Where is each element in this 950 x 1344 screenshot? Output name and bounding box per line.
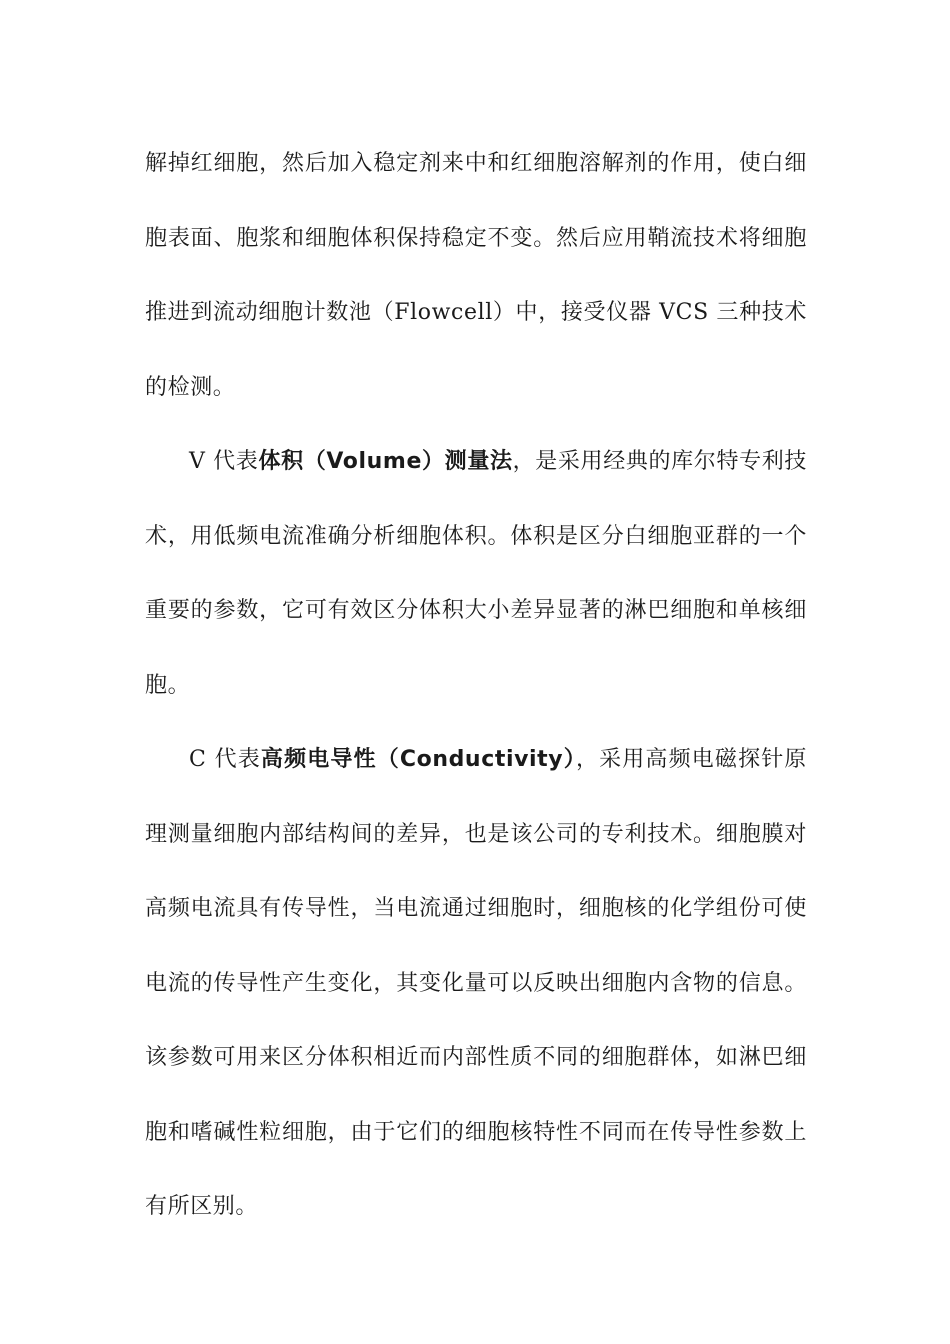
paragraph-2-bold-term: 体积（Volume）测量法 — [258, 449, 513, 474]
paragraph-1-text: 解掉红细胞，然后加入稳定剂来中和红细胞溶解剂的作用，使白细胞表面、胞浆和细胞体积保持稳定不变。然后应用鞘流技术将细胞推进到流动细胞计数池（Flowcell）中，接受仪器 VCS 三种技术的检测。 — [145, 151, 807, 400]
paragraph-3 — [145, 723, 807, 1245]
paragraph-2 — [145, 425, 807, 723]
paragraph-2-rest: ，是采用经典的库尔特专利技术，用低频电流准确分析细胞体积。体积是区分白细胞亚群的一个重要的参数，它可有效区分体积大小差异显著的淋巴细胞和单核细胞。 — [145, 449, 807, 698]
document-body — [145, 127, 807, 1245]
paragraph-2-lead: V 代表 — [189, 449, 259, 474]
paragraph-1 — [145, 127, 807, 425]
paragraph-3-rest: ，采用高频电磁探针原理测量细胞内部结构间的差异，也是该公司的专利技术。细胞膜对高频电流具有传导性，当电流通过细胞时，细胞核的化学组份可使电流的传导性产生变化，其变化量可以反映出细胞内含物的信息。该参数可用来区分体积相近而内部性质不同的细胞群体，如淋巴细胞和嗜碱性粒细胞，由于它们的细胞核特性不同而在传导性参数上有所区别。 — [145, 747, 807, 1219]
paragraph-3-bold-term: 高频电导性（Conductivity） — [260, 747, 576, 772]
paragraph-3-lead: C 代表 — [189, 747, 261, 772]
